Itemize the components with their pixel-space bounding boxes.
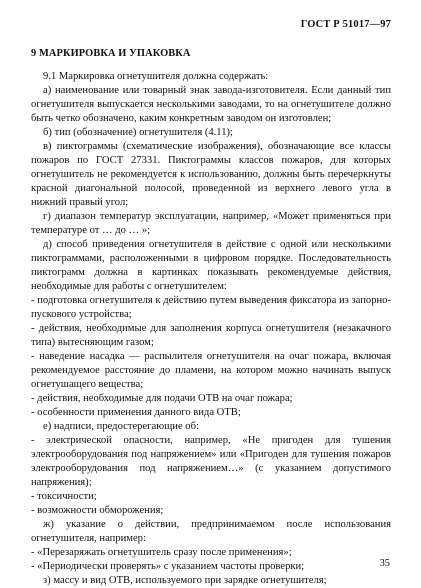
document-code: ГОСТ Р 51017—97: [300, 19, 391, 30]
list-item: ж) указание о действии, предпринимаемом после использования огнетушителя, например:: [31, 519, 391, 544]
section-heading: 9 МАРКИРОВКА И УПАКОВКА: [31, 48, 191, 59]
list-item: в) пиктограммы (схематические изображения), обозначающие все классы пожаров по ГОСТ 27331. Пиктограммы классов пожаров, для которых огнетушитель не рекомендуется к использованию, должны быть перечеркнуты красной диагональной полосой, проведенной из верхнего левого угла в нижний правый угол;: [31, 141, 391, 208]
sub-item: - наведение насадка — распылителя огнетушителя на очаг пожара, включая рекомендуемое расстояние до пламени, на котором можно начинать выпуск огнетушащего вещества;: [31, 351, 391, 390]
sub-item: - «Периодически проверять» с указанием частоты проверки;: [31, 561, 305, 572]
list-item: з) массу и вид ОТВ, используемого при зарядке огнетушителя;: [43, 575, 327, 586]
list-item: д) способ приведения огнетушителя в действие с одной или несколькими пиктограммами, расположенными в цифровом порядке. Последовательность пиктограмм должна в картинках показывать рекомендуемые действия, необходимые для работы с огнетушителем:: [31, 239, 391, 292]
sub-item: - действия, необходимые для подачи ОТВ на очаг пожара;: [31, 393, 293, 404]
body-text: [31, 70, 391, 588]
sub-item: - «Перезаряжать огнетушитель сразу после применения»;: [31, 547, 292, 558]
sub-item: - особенности применения данного вида ОТВ;: [31, 407, 241, 418]
sub-item: - подготовка огнетушителя к действию путем выведения фиксатора из запорно-пускового устройства;: [31, 295, 391, 320]
list-item: е) надписи, предостерегающие об:: [43, 421, 199, 432]
sub-item: - электрической опасности, например, «Не пригоден для тушения электрооборудования под напряжением» или «Пригоден для тушения пожаров электрооборудования под напряжением…» (с указанием допустимого напряжения);: [31, 435, 391, 488]
sub-item: - возможности обморожения;: [31, 505, 164, 516]
list-item: б) тип (обозначение) огнетушителя (4.11);: [43, 127, 233, 138]
sub-item: - токсичности;: [31, 491, 97, 502]
page-number: 35: [379, 558, 390, 569]
list-item: г) диапазон температур эксплуатации, например, «Может применяться при температуре от … до … »;: [31, 211, 391, 236]
paragraph: 9.1 Маркировка огнетушителя должна содержать:: [43, 71, 269, 82]
list-item: а) наименование или товарный знак завода-изготовителя. Если данный тип огнетушителя выпускается несколькими заводами, то на огнетушителе должно быть четко обозначено, каким конкретным заводом он изготовлен;: [31, 85, 391, 124]
sub-item: - действия, необходимые для заполнения корпуса огнетушителя (незакачного типа) вытесняющим газом;: [31, 323, 391, 348]
